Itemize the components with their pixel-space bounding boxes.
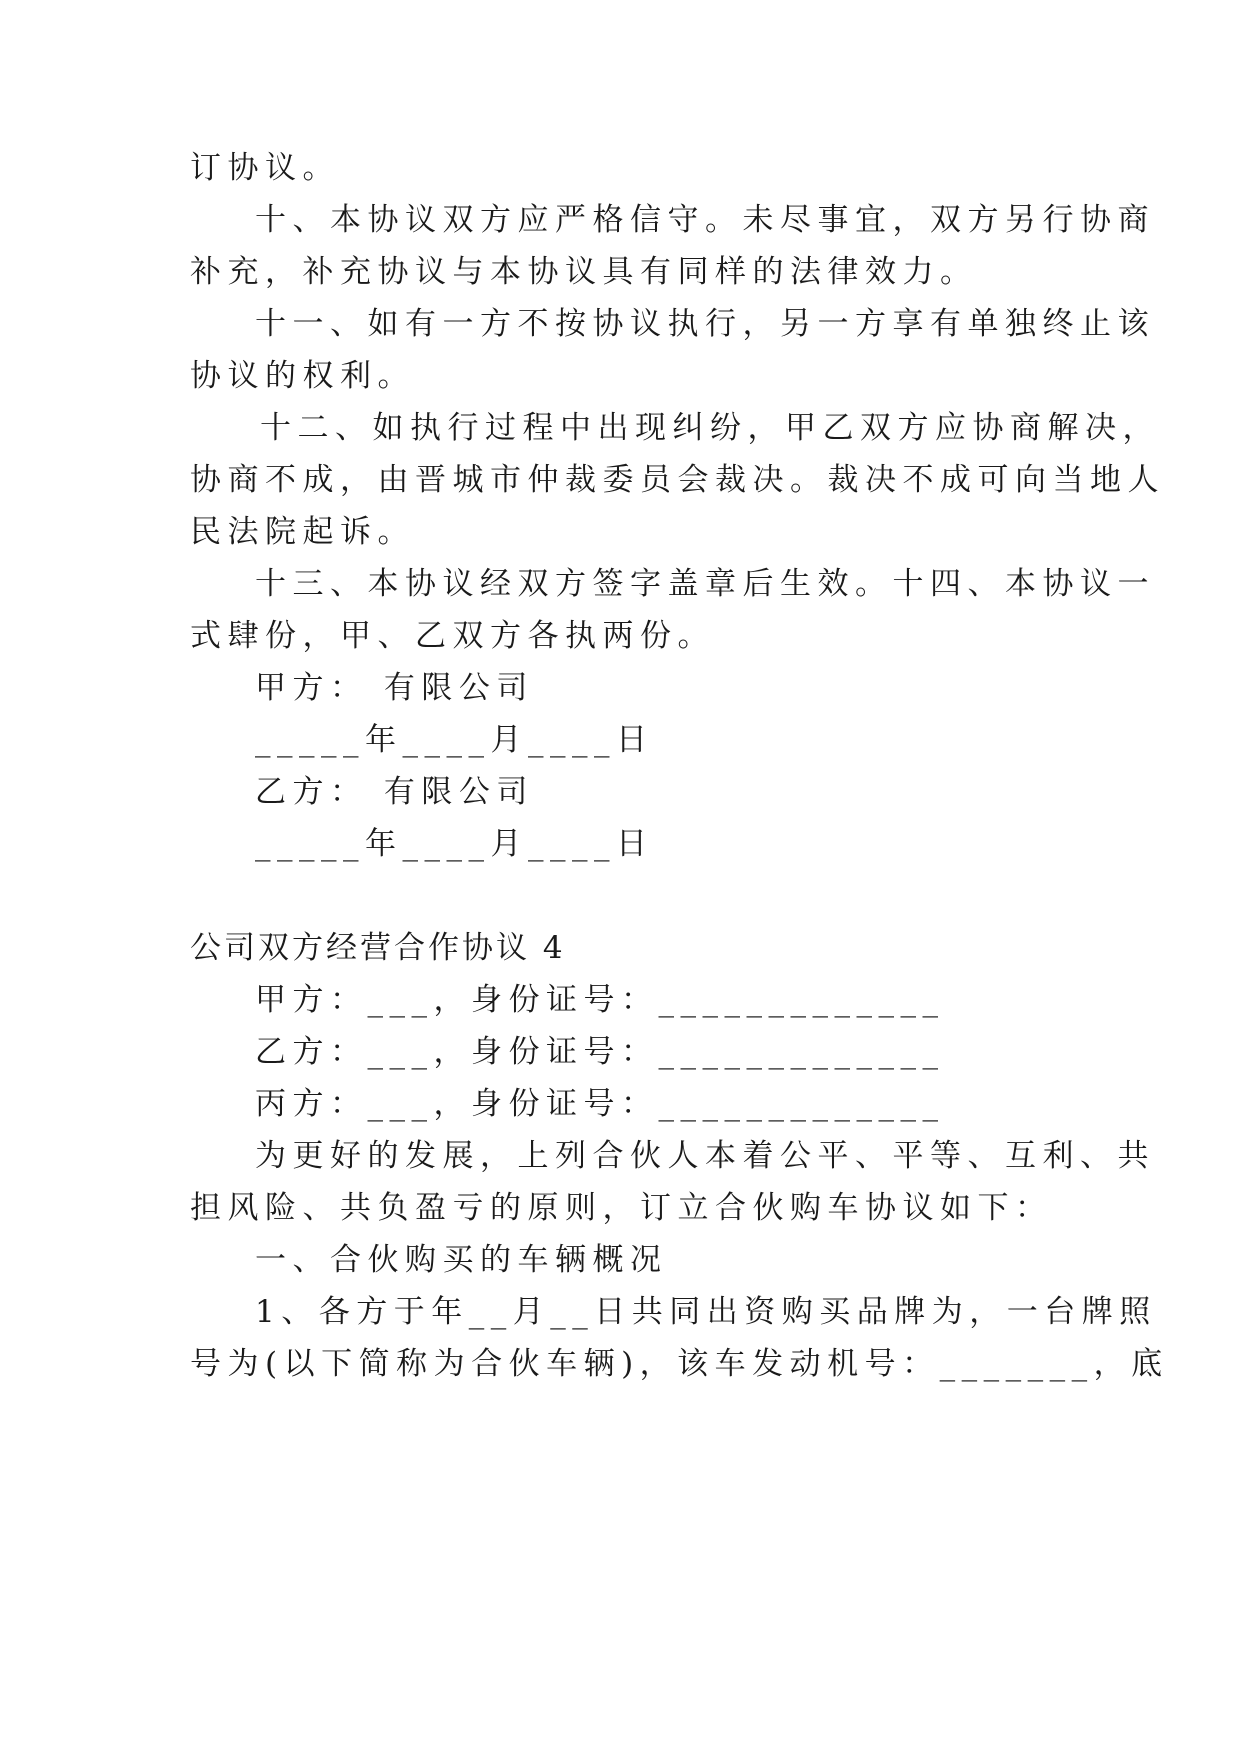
text-line: 民法院起诉。: [190, 514, 415, 550]
party-a-date: _____年____月____日: [255, 722, 654, 758]
clause-12: 十二、如执行过程中出现纠纷，甲乙双方应协商解决，: [260, 410, 1160, 446]
party-b-date: _____年____月____日: [255, 826, 654, 862]
preamble: 为更好的发展，上列合伙人本着公平、平等、互利、共: [255, 1138, 1155, 1174]
text-line: 号为(以下简称为合伙车辆)，该车发动机号：_______，底: [190, 1346, 1169, 1382]
clause-10: 十、本协议双方应严格信守。未尽事宜，双方另行协商: [255, 202, 1155, 238]
text-line: 式肆份，甲、乙双方各执两份。: [190, 618, 715, 654]
text-line: 补充，补充协议与本协议具有同样的法律效力。: [190, 254, 978, 290]
section-title: 公司双方经营合作协议 4: [190, 930, 566, 966]
text-line: 协议的权利。: [190, 358, 415, 394]
text-line: 担风险、共负盈亏的原则，订立合伙购车协议如下：: [190, 1190, 1053, 1226]
text-line: 协商不成，由晋城市仲裁委员会裁决。裁决不成可向当地人: [190, 462, 1165, 498]
party-a-info: 甲方：___，身份证号：_____________: [255, 982, 945, 1018]
party-b-info: 乙方：___，身份证号：_____________: [255, 1034, 945, 1070]
clause-13: 十三、本协议经双方签字盖章后生效。十四、本协议一: [255, 566, 1155, 602]
clause-11: 十一、如有一方不按协议执行，另一方享有单独终止该: [255, 306, 1155, 342]
party-a-signature: 甲方： 有限公司: [255, 670, 534, 706]
text-line: 订协议。: [190, 150, 340, 186]
party-c-info: 丙方：___，身份证号：_____________: [255, 1086, 945, 1122]
section-heading: 一、合伙购买的车辆概况: [255, 1242, 668, 1278]
item-1: 1、各方于年__月__日共同出资购买品牌为，一台牌照: [255, 1294, 1157, 1330]
party-b-signature: 乙方： 有限公司: [255, 774, 534, 810]
